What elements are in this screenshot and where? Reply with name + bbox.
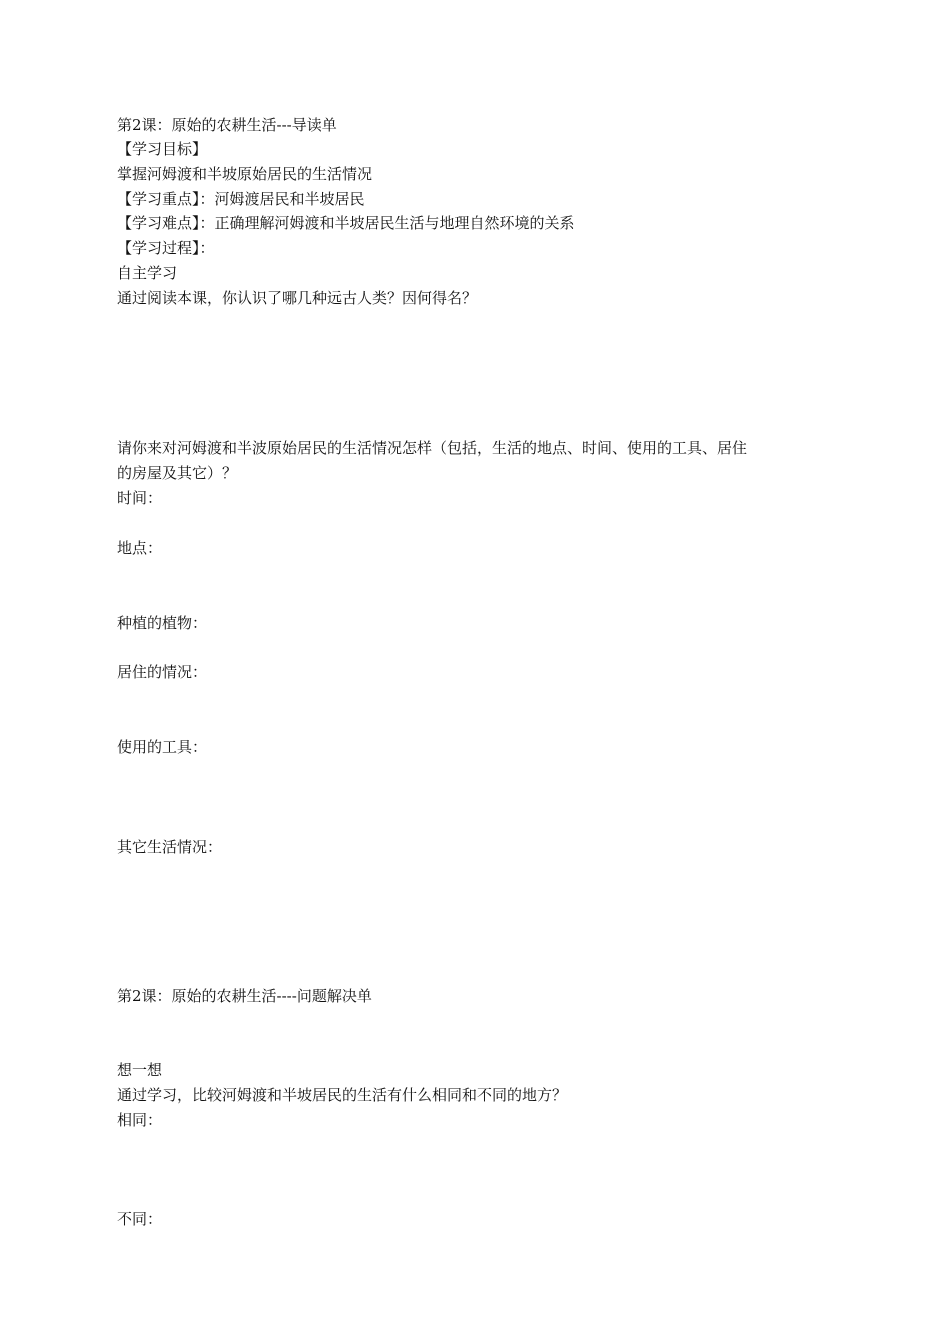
difficulty: 【学习难点】：正确理解河姆渡和半坡居民生活与地理自然环境的关系 <box>117 214 575 232</box>
question-2-line-2: 的房屋及其它）？ <box>117 464 238 482</box>
place-label: 地点： <box>117 539 163 557</box>
key-point: 【学习重点】：河姆渡居民和半坡居民 <box>117 190 365 208</box>
tools-label: 使用的工具： <box>117 738 208 756</box>
self-study-heading: 自主学习 <box>117 264 178 282</box>
process-heading: 【学习过程】： <box>117 239 215 257</box>
question-2-line-1: 请你来对河姆渡和半波原始居民的生活情况怎样（包括，生活的地点、时间、使用的工具、居住 <box>117 439 748 457</box>
different-label: 不同： <box>117 1210 163 1228</box>
time-label: 时间： <box>117 489 163 507</box>
plants-label: 种植的植物： <box>117 614 208 632</box>
goal-heading: 【学习目标】 <box>117 140 208 158</box>
question-1: 通过阅读本课，你认识了哪几种远古人类？因何得名？ <box>117 289 478 307</box>
problem-title: 第2课：原始的农耕生活----问题解决单 <box>117 987 372 1005</box>
same-label: 相同： <box>117 1111 163 1129</box>
guide-title: 第2课：原始的农耕生活---导读单 <box>117 116 337 134</box>
other-label: 其它生活情况： <box>117 838 223 856</box>
housing-label: 居住的情况： <box>117 663 208 681</box>
goal-text: 掌握河姆渡和半坡原始居民的生活情况 <box>117 165 373 183</box>
think-heading: 想一想 <box>117 1061 163 1079</box>
compare-question: 通过学习，比较河姆渡和半坡居民的生活有什么相同和不同的地方？ <box>117 1086 568 1104</box>
